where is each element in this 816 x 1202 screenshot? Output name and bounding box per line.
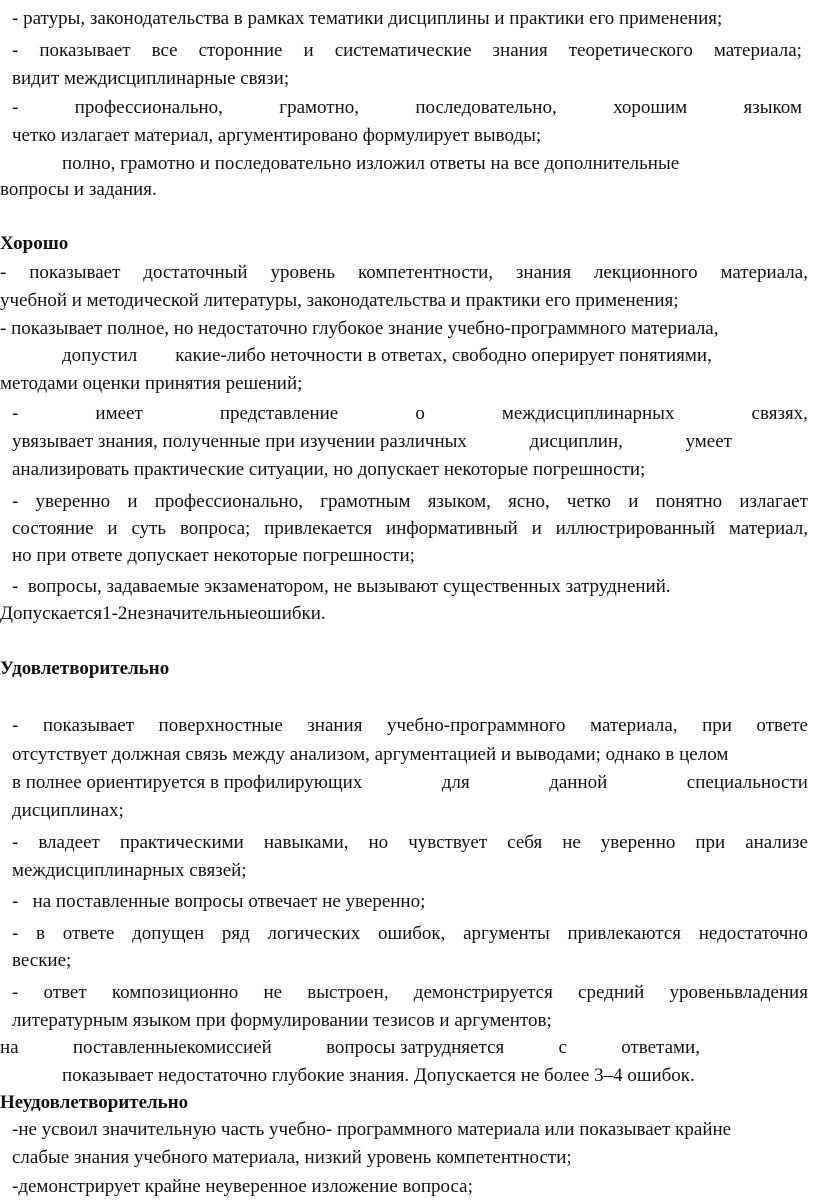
word: в полнее ориентируется в профилирующих [12, 772, 363, 793]
word: - [12, 715, 19, 736]
word: материала, [720, 262, 808, 283]
text-line [0, 768, 816, 798]
text-line [0, 856, 816, 886]
text-line [0, 258, 816, 288]
text-line [0, 919, 816, 949]
word: себя [507, 832, 543, 853]
word: чувствует [408, 832, 488, 853]
text-line [0, 978, 816, 1008]
section-heading [0, 654, 816, 684]
word: на [0, 1037, 19, 1058]
line-text: - ратуры, законодательства в рамках тематики дисциплины и практики его применения; [12, 8, 723, 29]
word: ряд [221, 923, 250, 944]
word: вопроса; [179, 518, 251, 539]
word: профессионально, [154, 491, 303, 512]
word: знания [307, 715, 363, 736]
word: ответ [43, 982, 87, 1003]
text-line [0, 93, 816, 123]
word: языком [743, 97, 802, 118]
text-line [0, 887, 816, 917]
word: поставленныекомиссией [72, 1037, 272, 1058]
line-text: -демонстрирует крайне неуверенное изложение вопроса; [12, 1176, 473, 1197]
word: но [368, 832, 389, 853]
word: аргументы [463, 923, 550, 944]
word: при [695, 832, 726, 853]
word: практическими [119, 832, 244, 853]
word: - [12, 403, 19, 424]
line-text: Допускается1-2незначительныеошибки. [0, 603, 326, 624]
word: информативный [386, 518, 518, 539]
line-text: но при ответе допускает некоторые погрешности; [12, 545, 415, 566]
word: хорошим [613, 97, 688, 118]
line-text: -не усвоил значительную часть учебно- программного материала или показывает крайне [12, 1119, 732, 1140]
word: уровень [270, 262, 336, 283]
word: демонстрируется [413, 982, 553, 1003]
justified-line [0, 258, 808, 288]
word: междисциплинарных [501, 403, 675, 424]
word: о [415, 403, 425, 424]
text-line [0, 64, 816, 94]
text-line [0, 599, 816, 629]
word: поверхностные [158, 715, 283, 736]
word: ясно, [508, 491, 550, 512]
text-line [0, 341, 816, 371]
section-heading [0, 1088, 816, 1118]
line-text: дисциплинах; [12, 800, 124, 821]
justified-line [12, 919, 808, 949]
word: материала, [590, 715, 678, 736]
text-line [0, 369, 816, 399]
justified-line [12, 487, 808, 517]
text-line [0, 399, 816, 429]
line-text: веские; [12, 950, 72, 971]
word: анализе [745, 832, 808, 853]
text-line [0, 796, 816, 826]
word: - [12, 97, 19, 118]
word: ошибок, [377, 923, 446, 944]
text-line [0, 1115, 816, 1145]
line-text: анализировать практические ситуации, но допускает некоторые погрешности; [12, 459, 646, 480]
justified-line [12, 978, 808, 1008]
word: уверенно [600, 832, 676, 853]
line-text: вопросы и задания. [0, 179, 157, 200]
word: показывает [39, 40, 131, 61]
word: понятно [655, 491, 723, 512]
word: имеет [95, 403, 143, 424]
word: показывает [29, 262, 121, 283]
text-line [0, 487, 816, 517]
word: ответе [756, 715, 808, 736]
word: и [127, 491, 138, 512]
word: и [628, 491, 639, 512]
line-text: - на поставленные вопросы отвечает не уверенно; [12, 891, 426, 912]
word: для [441, 772, 470, 793]
word: профессионально, [74, 97, 223, 118]
heading-satisfactory: Удовлетворительно [0, 658, 170, 679]
justified-line [12, 711, 808, 741]
text-line [0, 1006, 816, 1036]
word: учебно-программного [386, 715, 566, 736]
word: компетентности, [357, 262, 494, 283]
word: языком, [427, 491, 491, 512]
word: - [12, 923, 19, 944]
justified-line [12, 514, 808, 544]
word: все [151, 40, 178, 61]
word: состояние [12, 518, 94, 539]
word: не [263, 982, 283, 1003]
justified-line [12, 93, 802, 123]
word: при [702, 715, 732, 736]
word: знания [492, 40, 548, 61]
justified-line [12, 427, 732, 457]
text-line [0, 514, 816, 544]
justified-line [0, 1033, 700, 1063]
line-text: слабые знания учебного материала, низкий уровень компетентности; [12, 1147, 572, 1168]
word: знания [515, 262, 572, 283]
text-line [0, 121, 816, 151]
line-text: междисциплинарных связей; [12, 860, 247, 881]
justified-line [12, 36, 802, 66]
word: допущен [132, 923, 205, 944]
justified-line [12, 828, 808, 858]
word: - [12, 491, 19, 512]
text-line [0, 36, 816, 66]
word: материала; [713, 40, 802, 61]
word: - [0, 262, 7, 283]
word: грамотно, [279, 97, 360, 118]
word: с [558, 1037, 567, 1058]
word: показывает [42, 715, 135, 736]
word: увязывает знания, полученные при изучении различных [12, 431, 467, 452]
word: - [12, 982, 19, 1003]
word: ответе [62, 923, 115, 944]
word: композиционно [111, 982, 239, 1003]
word: иллюстрированный [555, 518, 716, 539]
word: - [12, 832, 19, 853]
heading-good: Хорошо [0, 233, 69, 254]
word: вопросы затрудняется [326, 1037, 505, 1058]
word: последовательно, [415, 97, 557, 118]
line-text: учебной и методической литературы, законодательства и практики его применения; [0, 290, 679, 311]
text-line [0, 1143, 816, 1173]
word: привлекается [264, 518, 373, 539]
justified-line [12, 399, 808, 429]
line-text: полно, грамотно и последовательно изложил ответы на все дополнительные [62, 153, 680, 174]
word: ответами, [621, 1037, 700, 1058]
text-line [0, 740, 816, 770]
line-text: методами оценки принятия решений; [0, 373, 303, 394]
justified-line [12, 768, 808, 798]
word: не [562, 832, 581, 853]
word: связях, [751, 403, 808, 424]
text-line [0, 427, 816, 457]
word: недостаточно [698, 923, 808, 944]
text-line [0, 175, 816, 205]
line-text: литературным языком при формулировании тезисов и аргументов; [12, 1010, 552, 1031]
text-line [0, 711, 816, 741]
line-text: четко излагает материал, аргументировано формулирует выводы; [12, 125, 542, 146]
text-line [0, 828, 816, 858]
text-line [0, 946, 816, 976]
line-text: допустил какие-либо неточности в ответах, свободно оперирует понятиями, [62, 345, 712, 366]
text-line [0, 572, 816, 602]
word: суть [131, 518, 167, 539]
word: владеет [38, 832, 100, 853]
word: излагает [739, 491, 808, 512]
text-line [0, 1061, 816, 1091]
word: и [531, 518, 542, 539]
word: - [12, 40, 19, 61]
word: специальности [686, 772, 808, 793]
text-line [0, 314, 816, 344]
text-line [0, 541, 816, 571]
section-heading [0, 229, 816, 259]
word: представление [219, 403, 339, 424]
word: данной [549, 772, 608, 793]
word: привлекаются [567, 923, 682, 944]
text-line [0, 4, 816, 34]
word: грамотным [320, 491, 411, 512]
word: умеет [685, 431, 732, 452]
text-line [0, 455, 816, 485]
word: дисциплин, [529, 431, 623, 452]
text-line [0, 286, 816, 316]
word: материал, [728, 518, 808, 539]
word: достаточный [143, 262, 248, 283]
word: сторонние [198, 40, 283, 61]
line-text: - вопросы, задаваемые экзаменатором, не вызывают существенных затруднений. [12, 576, 671, 597]
word: логических [267, 923, 361, 944]
word: в [36, 923, 46, 944]
line-text: показывает недостаточно глубокие знания. Допускается не более 3–4 ошибок. [62, 1065, 695, 1086]
word: уровеньвладения [669, 982, 808, 1003]
word: систематические [334, 40, 472, 61]
heading-unsatisfactory: Неудовлетворительно [0, 1092, 189, 1113]
word: четко [566, 491, 611, 512]
word: теоретического [568, 40, 693, 61]
line-text: отсутствует должная связь между анализом, аргументацией и выводами; однако в целом [12, 744, 729, 765]
word: лекционного [593, 262, 698, 283]
word: навыками, [263, 832, 349, 853]
word: уверенно [35, 491, 111, 512]
word: средний [578, 982, 645, 1003]
text-line [0, 1172, 816, 1202]
text-line [0, 1033, 816, 1063]
word: выстроен, [307, 982, 389, 1003]
line-text: видит междисциплинарные связи; [12, 68, 290, 89]
line-text: - показывает полное, но недостаточно глубокое знание учебно-программного материала, [0, 318, 719, 339]
word: и [107, 518, 118, 539]
word: и [303, 40, 314, 61]
